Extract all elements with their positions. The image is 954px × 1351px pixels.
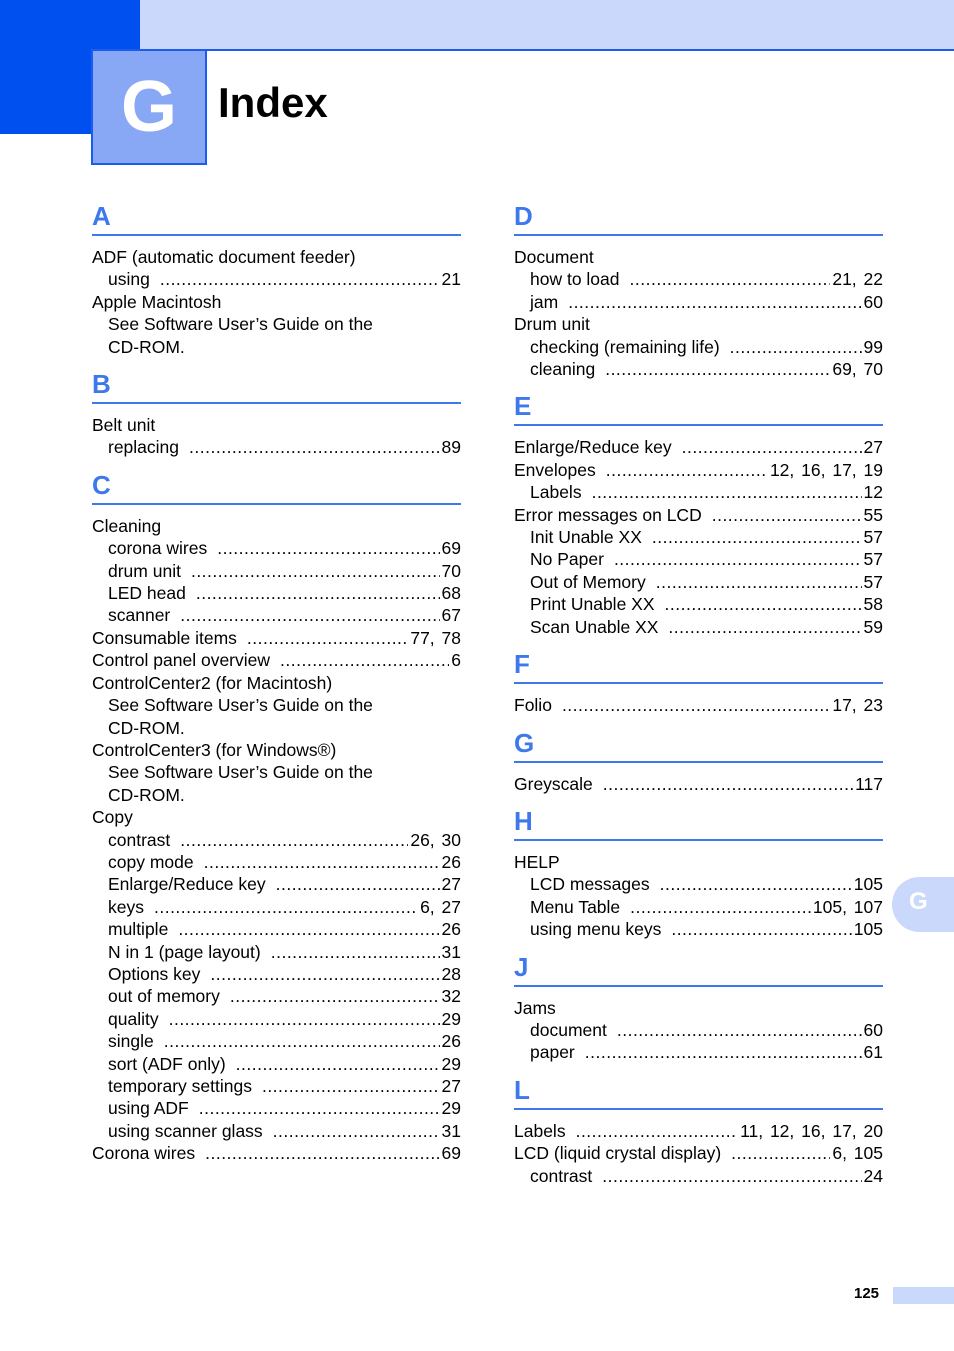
section-divider [514,682,883,684]
entry-pages[interactable]: 60 [863,1019,883,1040]
dot-leader [605,358,830,380]
dot-leader [668,616,861,638]
index-subentry[interactable] [92,1030,461,1052]
entry-term: Folio [514,695,552,716]
entry-term: Greyscale [514,773,593,794]
header-band [0,0,954,51]
index-subentry[interactable] [514,358,883,380]
dot-leader [731,1142,830,1164]
index-note: CD-ROM. [108,784,185,805]
entry-term: LCD messages [530,874,650,895]
dot-leader [682,436,862,458]
index-note: See Software User’s Guide on the [108,695,373,716]
dot-leader [630,896,811,918]
dot-leader [730,336,862,358]
index-section [514,727,883,795]
index-entry[interactable] [514,851,883,873]
entry-pages[interactable]: 58 [863,594,883,615]
section-letter: J [514,951,529,982]
entry-term: Consumable items [92,627,237,648]
entry-term: LCD (liquid crystal display) [514,1143,722,1164]
dot-leader [199,1097,440,1119]
index-entry[interactable] [92,291,461,313]
entry-pages[interactable]: 28 [441,963,461,984]
entry-pages[interactable]: 26 [441,1031,461,1052]
entry-term: Apple Macintosh [92,291,222,312]
entry-term: copy mode [108,851,194,872]
entry-pages[interactable]: 31 [441,941,461,962]
entry-pages[interactable]: 27 [441,1076,461,1096]
entry-pages[interactable]: 68 [441,583,461,604]
dot-leader [592,481,862,503]
entry-term: Labels [514,1120,566,1141]
entry-pages[interactable]: 57 [863,549,883,570]
entry-term: contrast [108,829,171,850]
section-letter: A [92,201,111,231]
entry-pages[interactable]: 77, 78 [410,627,461,648]
entry-term: N in 1 (page layout) [108,941,261,962]
entry-term: Belt unit [92,415,156,436]
dot-leader [178,918,439,940]
index-subentry[interactable] [514,1041,883,1063]
dot-leader [189,436,440,458]
entry-term: Options key [108,963,201,984]
section-letter: F [514,649,530,680]
dot-leader [160,268,440,290]
entry-term: LED head [108,583,186,604]
dot-leader [210,963,439,985]
dot-leader [180,829,408,851]
section-letter: G [514,727,535,758]
dot-leader [154,896,418,918]
section-letter: B [92,369,111,400]
section-divider [92,503,461,505]
index-entry[interactable] [92,806,461,828]
entry-pages[interactable]: 57 [863,571,883,592]
entry-term: Envelopes [514,459,596,480]
index-section [92,368,461,459]
index-entry[interactable] [514,773,883,795]
entry-pages[interactable]: 57 [863,527,883,548]
entry-term: multiple [108,919,169,940]
index-section [514,1074,883,1187]
dot-leader [602,1165,861,1187]
index-section [514,805,883,941]
entry-term: sort (ADF only) [108,1053,226,1074]
dot-leader [196,582,440,604]
index-subentry[interactable] [92,918,461,940]
entry-term: using scanner glass [108,1120,263,1141]
index-subentry[interactable] [514,526,883,548]
side-tab-letter: G [909,888,928,915]
index-entry[interactable] [514,459,883,481]
entry-pages[interactable]: 31 [441,1120,461,1141]
section-divider [92,402,461,404]
entry-pages[interactable]: 117 [855,773,883,794]
index-section [92,469,461,1165]
dot-leader [606,459,768,481]
index-subentry[interactable] [92,851,461,873]
index-note: CD-ROM. [108,336,185,357]
index-entry[interactable] [92,1142,461,1164]
entry-term: quality [108,1008,159,1029]
index-entry[interactable] [92,649,461,671]
index-entry[interactable] [514,436,883,458]
entry-term: replacing [108,437,180,458]
dot-leader [180,604,439,626]
index-entry[interactable] [92,414,461,436]
section-letter: D [514,201,533,231]
index-subentry[interactable] [92,1008,461,1030]
index-subentry[interactable] [92,268,461,290]
entry-term: Control panel overview [92,650,271,671]
dot-leader [217,537,439,559]
index-subentry[interactable] [92,582,461,604]
index-entry[interactable] [92,246,461,268]
entry-term: checking (remaining life) [530,336,720,357]
index-subentry[interactable] [92,560,461,582]
entry-term: Enlarge/Reduce key [108,874,266,895]
entry-pages[interactable]: 21 [441,269,461,290]
page-title: Index [218,79,328,126]
entry-term: ControlCenter3 (for Windows®) [92,739,337,760]
entry-term: temporary settings [108,1076,252,1096]
dot-leader [660,873,852,895]
index-column-right [514,200,883,1197]
index-section [92,200,461,358]
dot-leader [280,649,449,671]
dot-leader [576,1120,738,1142]
entry-pages[interactable]: 26, 30 [410,829,461,850]
entry-pages[interactable]: 69, 70 [832,359,883,380]
index-entry[interactable] [514,246,883,268]
entry-term: Corona wires [92,1143,196,1164]
dot-leader [614,548,862,570]
index-note: See Software User’s Guide on the [108,314,373,335]
entry-term: scanner [108,605,171,626]
dot-leader [204,851,440,873]
entry-pages[interactable]: 105 [853,874,883,895]
entry-term: Document [514,247,594,267]
index-note: See Software User’s Guide on the [108,762,373,783]
dot-leader [585,1041,862,1063]
entry-term: Print Unable XX [530,594,655,615]
index-subentry[interactable] [92,1053,461,1075]
dot-leader [617,1019,862,1041]
section-letter: E [514,391,532,422]
dot-leader [191,560,440,582]
index-subentry[interactable] [92,963,461,985]
index-note: CD-ROM. [108,717,185,738]
entry-pages[interactable]: 99 [863,336,883,357]
entry-pages[interactable]: 61 [863,1042,883,1063]
index-subentry[interactable] [514,268,883,290]
entry-pages[interactable]: 6, 27 [420,896,461,917]
dot-leader [273,1120,440,1142]
entry-pages[interactable]: 12 [863,482,883,503]
entry-term: using ADF [108,1098,189,1119]
entry-term: Jams [514,997,556,1018]
dot-leader [603,773,853,795]
index-entry[interactable] [514,997,883,1019]
index-subentry[interactable] [92,537,461,559]
index-subentry[interactable] [514,1019,883,1041]
section-divider [514,839,883,841]
entry-pages[interactable]: 55 [863,504,883,525]
section-divider [92,234,461,236]
index-subentry[interactable] [92,436,461,458]
entry-pages[interactable]: 27 [863,437,883,458]
entry-term: using [108,269,150,290]
entry-term: Drum unit [514,314,590,335]
index-section [514,951,883,1064]
index-entry[interactable] [92,739,461,761]
index-subentry[interactable] [92,985,461,1007]
index-subentry[interactable] [514,481,883,503]
entry-term: jam [530,291,559,312]
entry-term: Menu Table [530,896,621,917]
index-entry[interactable] [514,504,883,526]
entry-term: how to load [530,269,620,290]
entry-term: Error messages on LCD [514,504,702,525]
section-divider [514,1108,883,1110]
index-subentry[interactable] [514,571,883,593]
entry-term: Labels [530,482,582,503]
dot-leader [276,873,440,895]
index-entry[interactable] [92,672,461,694]
dot-leader [630,268,831,290]
dot-leader [205,1142,439,1164]
chapter-side-tab[interactable] [892,877,954,932]
index-subentry[interactable] [92,1075,461,1097]
entry-term: drum unit [108,560,181,581]
entry-pages[interactable]: 29 [441,1008,461,1029]
entry-term: ControlCenter2 (for Macintosh) [92,672,333,693]
index-subentry[interactable] [514,918,883,940]
entry-term: out of memory [108,986,220,1007]
entry-pages[interactable]: 59 [863,616,883,637]
chapter-letter: G [120,67,177,147]
entry-term: Out of Memory [530,571,646,592]
index-subentry[interactable] [92,1120,461,1142]
entry-term: HELP [514,851,560,872]
index-subentry[interactable] [514,548,883,570]
index-section [514,200,883,380]
dot-leader [169,1008,440,1030]
dot-leader [262,1075,440,1097]
index-subentry[interactable] [92,896,461,918]
entry-pages[interactable]: 6 [451,650,461,671]
dot-leader [236,1053,440,1075]
index-entry[interactable] [514,694,883,716]
entry-term: Init Unable XX [530,527,642,548]
index-column-left [92,200,461,1175]
entry-term: Enlarge/Reduce key [514,437,672,458]
dot-leader [568,291,861,313]
entry-term: ADF (automatic document feeder) [92,247,356,267]
entry-pages[interactable]: 29 [441,1053,461,1074]
dot-leader [712,504,862,526]
entry-pages[interactable]: 70 [441,560,461,581]
section-letter: L [514,1074,530,1105]
index-subentry[interactable] [514,336,883,358]
index-entry[interactable] [92,515,461,537]
section-divider [514,985,883,987]
index-entry[interactable] [514,1120,883,1142]
dot-leader [652,526,862,548]
section-letter: H [514,805,533,836]
entry-pages[interactable]: 60 [863,291,883,312]
entry-pages[interactable]: 6, 105 [832,1143,883,1164]
dot-leader [230,985,440,1007]
entry-pages[interactable]: 69 [441,1143,461,1164]
index-subentry[interactable] [92,873,461,895]
index-subentry[interactable] [92,604,461,626]
section-divider [514,424,883,426]
entry-term: contrast [530,1165,593,1186]
entry-pages[interactable]: 105, 107 [812,896,883,917]
section-divider [514,761,883,763]
index-subentry[interactable] [514,896,883,918]
page-number-bar [893,1287,954,1304]
index-subentry[interactable] [514,616,883,638]
dot-leader [671,918,851,940]
entry-pages[interactable]: 12, 16, 17, 19 [769,459,883,480]
index-section [514,648,883,716]
entry-pages[interactable]: 27 [441,874,461,895]
entry-pages[interactable]: 21, 22 [832,269,883,290]
entry-pages[interactable]: 32 [441,986,461,1007]
entry-pages[interactable]: 67 [441,605,461,626]
index-section [514,390,883,638]
entry-term: single [108,1031,154,1052]
entry-term: cleaning [530,359,596,380]
dot-leader [271,941,440,963]
dot-leader [562,694,830,716]
dot-leader [656,571,862,593]
index-subentry[interactable] [92,1097,461,1119]
entry-pages[interactable]: 69 [441,538,461,559]
entry-pages[interactable]: 24 [863,1165,883,1186]
index-subentry[interactable] [514,873,883,895]
section-divider [514,234,883,236]
dot-leader [164,1030,440,1052]
index-subentry[interactable] [514,1165,883,1187]
entry-term: corona wires [108,538,208,559]
entry-term: No Paper [530,549,604,570]
entry-term: keys [108,896,144,917]
entry-pages[interactable]: 17, 23 [832,695,883,716]
section-letter: C [92,469,111,500]
entry-term: Cleaning [92,515,162,536]
entry-pages[interactable]: 105 [853,919,883,940]
index-subentry[interactable] [514,593,883,615]
entry-term: using menu keys [530,919,662,940]
index-subentry[interactable] [92,941,461,963]
index-entry[interactable] [92,627,461,649]
index-entry[interactable] [514,313,883,335]
entry-term: Copy [92,807,133,828]
dot-leader [247,627,408,649]
page-number: 125 [854,1285,880,1302]
entry-pages[interactable]: 29 [441,1098,461,1119]
index-subentry[interactable] [92,829,461,851]
entry-pages[interactable]: 89 [441,437,461,458]
entry-pages[interactable]: 11, 12, 16, 17, 20 [740,1120,883,1141]
entry-term: Scan Unable XX [530,616,659,637]
chapter-letter-box [91,49,207,165]
index-subentry[interactable] [514,291,883,313]
entry-pages[interactable]: 26 [441,851,461,872]
entry-term: document [530,1019,607,1040]
dot-leader [665,593,862,615]
entry-pages[interactable]: 26 [441,919,461,940]
index-entry[interactable] [514,1142,883,1164]
entry-term: paper [530,1042,575,1063]
